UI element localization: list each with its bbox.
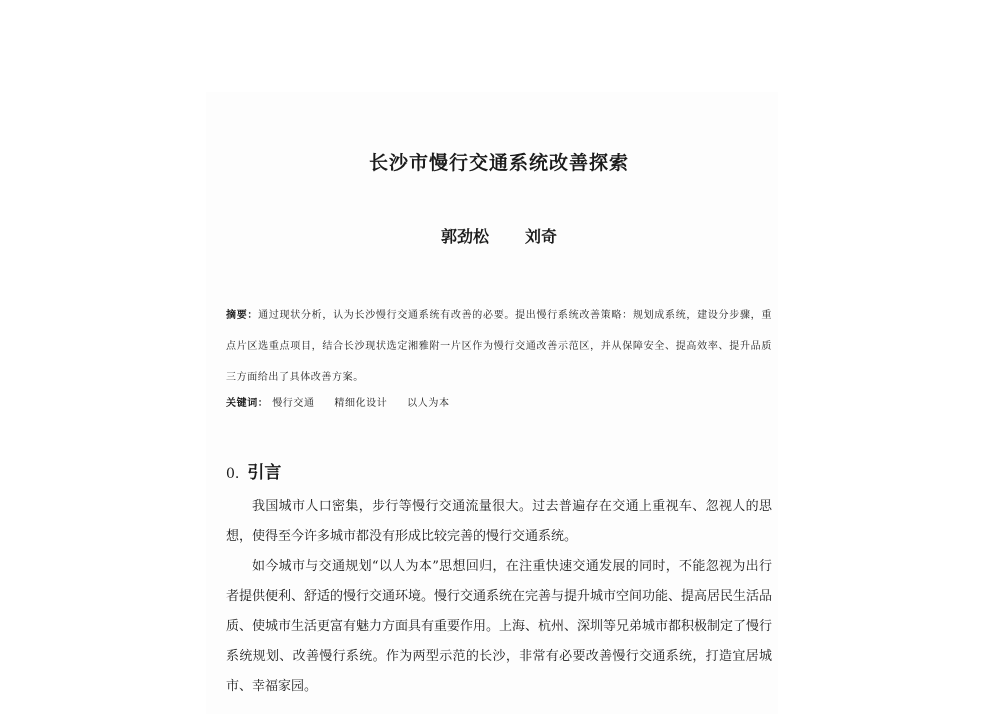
section-number: 0. (226, 466, 240, 482)
keyword: 以人为本 (407, 398, 450, 409)
keywords (226, 394, 772, 414)
author-name: 刘奇 (525, 227, 558, 246)
paragraph: 如今城市与交通规划“以人为本”思想回归，在注重快速交通发展的同时，不能忽视为出行者提供便利、舒适的慢行交通环境。慢行交通系统在完善与提升城市空间功能、提高居民生活品质、使城市生活更富有魅力方面具有重要作用。上海、杭州、深圳等兄弟城市都积极制定了慢行系统规划、改善慢行系统。作为两型示范的长沙，非常有必要改善慢行交通系统，打造宜居城市、幸福家园。 (226, 559, 773, 694)
keywords-label: 关键词： (226, 398, 269, 409)
author-name: 郭劲松 (440, 227, 489, 246)
abstract (226, 300, 772, 393)
keyword: 精细化设计 (334, 398, 388, 409)
abstract-label: 摘要： (226, 310, 259, 321)
abstract-text: 通过现状分析，认为长沙慢行交通系统有改善的必要。提出慢行系统改善策略：规划成系统，建设分步骤，重点片区选重点项目，结合长沙现状选定湘雅附一片区作为慢行交通改善示范区，并从保障安全、提高效率、提升品质三方面给出了具体改善方案。 (226, 310, 772, 383)
section-heading (226, 458, 281, 483)
author-list (226, 224, 772, 247)
keyword: 慢行交通 (272, 398, 315, 409)
body-text (226, 492, 772, 702)
paper-title: 长沙市慢行交通系统改善探索 (368, 152, 629, 174)
section-title: 引言 (247, 463, 282, 483)
paragraph: 我国城市人口密集，步行等慢行交通流量很大。过去普遍存在交通上重视车、忽视人的思想，使得至今许多城市都没有形成比较完善的慢行交通系统。 (226, 499, 772, 544)
